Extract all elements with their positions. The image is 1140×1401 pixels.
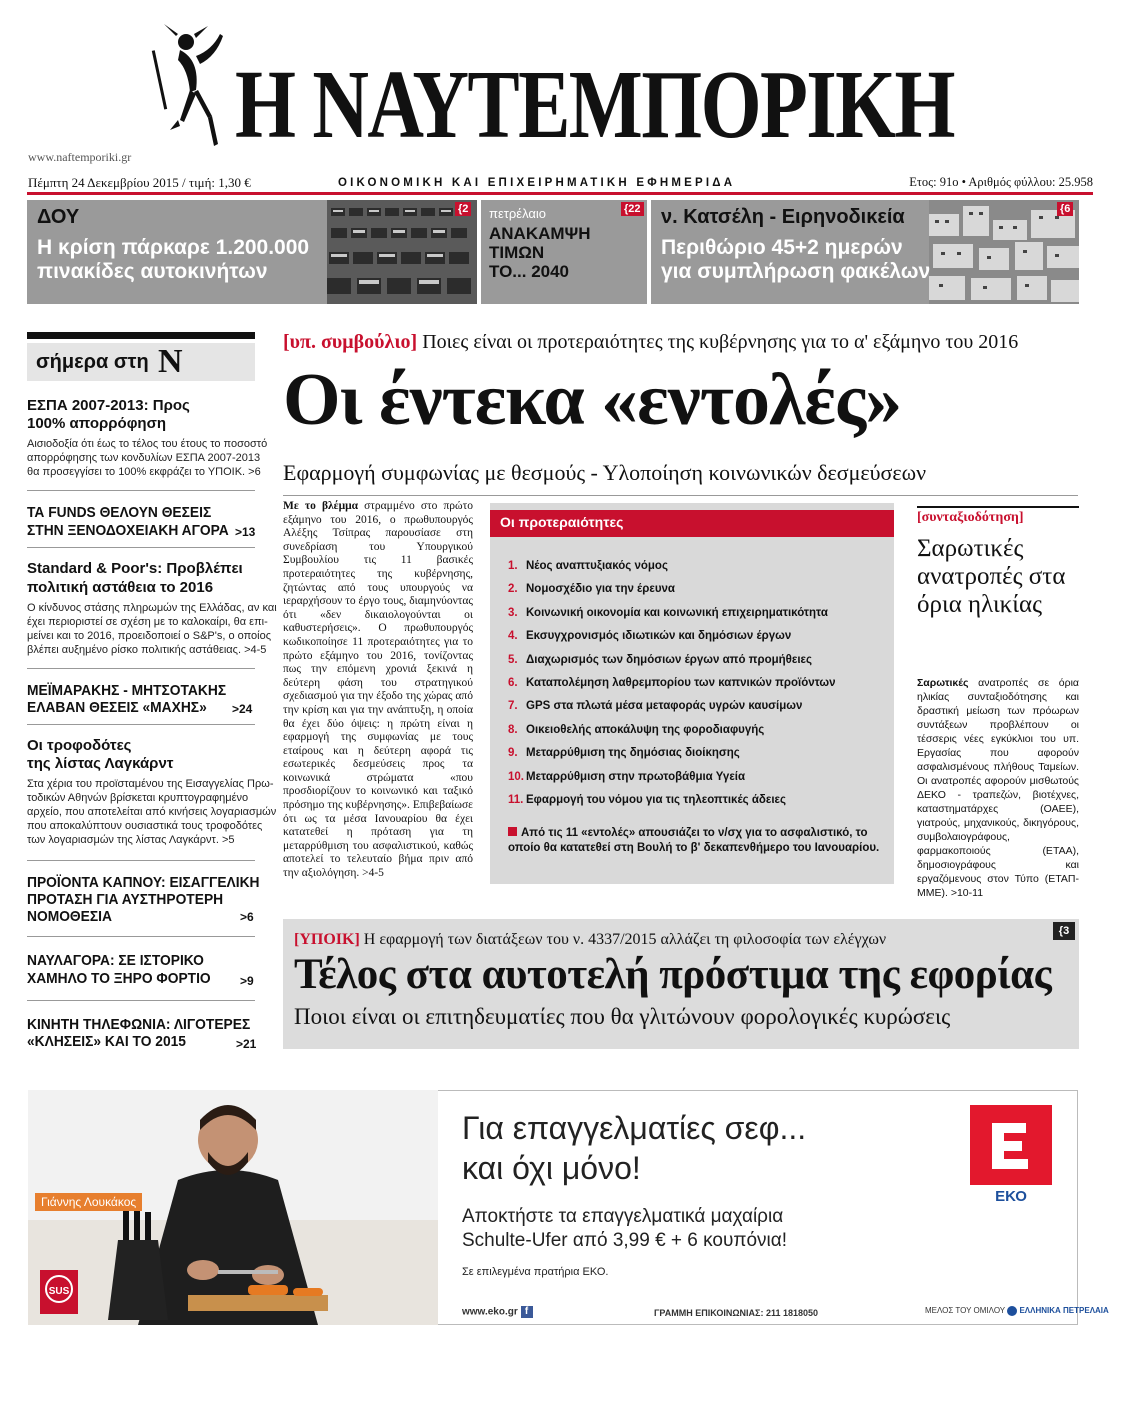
priority-number: 5. <box>508 653 518 666</box>
helpe-logo-icon <box>1007 1306 1017 1316</box>
priority-text: Κοινωνική οικονομία και κοινωνική επιχειρηματικότητα <box>526 606 828 619</box>
teaser-kicker: πετρέλαιο <box>489 206 547 221</box>
teaser-headline-line: ΤΙΜΩΝ <box>489 243 545 262</box>
right-column-body <box>917 676 1079 900</box>
sidebar-item-text: έχει περιοριστεί σε σχέση με το καλοκαίρι, θα επι- <box>27 616 268 628</box>
sidebar-item-text: αρχείο, που αποτελείται από κινήσεις λογαριασμών <box>27 806 277 818</box>
sidebar-divider <box>27 668 255 669</box>
priority-number: 7. <box>508 700 518 713</box>
sidebar-divider <box>27 860 255 861</box>
ad-headline-line: και όχι μόνο! <box>462 1150 641 1186</box>
sidebar-item-text: βλέπει αυξημένο ρίσκο πολιτικής αστάθειας. >4-5 <box>27 644 267 656</box>
sidebar-item-page-ref: >21 <box>236 1037 257 1051</box>
issue-number: Ετος: 91ο • Αριθμός φύλλου: 25.958 <box>909 175 1093 189</box>
sidebar-item-page-ref: >6 <box>240 910 254 924</box>
eko-logo <box>970 1105 1052 1205</box>
priorities-note <box>508 826 888 856</box>
sidebar-item-headline[interactable]: ΚΙΝΗΤΗ ΤΗΛΕΦΩΝΙΑ: ΛΙΓΟΤΕΡΕΣ <box>27 1016 251 1033</box>
sidebar-item-headline[interactable]: ΝΟΜΟΘΕΣΙΑ <box>27 908 112 925</box>
priority-text: Μεταρρύθμιση στην πρωτοβάθμια Υγεία <box>526 770 746 783</box>
tax-kicker-tag: [ΥΠΟΙΚ] <box>294 931 360 948</box>
ad-small-print: Σε επιλεγμένα πρατήρια ΕΚΟ. <box>462 1266 609 1278</box>
dateline: Πέμπτη 24 Δεκεμβρίου 2015 / τιμή: 1,30 € <box>28 175 251 190</box>
main-body-text: στραμμένο στο πρώτο εξάμηνο του 2016, ο πρωθυπουργός Αλέξης Τσίπρας παρουσίασε στη συνεδρίαση του Υπουργικού Συμβουλίου τις 11 βασικές προτεραιότητες της κυβέρνησης, ζητώντας από τους υπουργούς να ιεραρχήσουν το έργο τους, διαμηνύοντας ότι «δεν δικαιολογούνται οι καθυστερήσεις». Ο πρωθυπουργός κωδικοποίησε 11 προτεραιότητες για το πρώτο εξάμηνο του 2016, τονίζοντας πως την επόμενη χρονιά ξεκινά η δεύτερη φάση του στρατηγικού σχεδιασμού για την έξοδο της χώρας από την κρίση και για την ανάπτυξη, η οποία θα έχει δύο όψεις: η πρώτη είναι η εφαρμογή της συμφωνίας με τους εταίρους και η δεύτερη αφορά τις εσωτερικές δεσμεύσεις προς τα κοινωνικά στρώματα «που προσδιορίζουν το κοινωνικό και ταξικό πρόσημο της κυβέρνησης». Επιβεβαίωσε ότι ως τα μέσα Ιανουαρίου θα έχει κατατεθεί η πρόταση για τη μεταρρύθμιση του ασφαλιστικού, καθώς αποτελεί το τελευταίο βήμα πριν από την αξιολόγηση. >4-5 <box>283 500 473 880</box>
teaser-dou[interactable] <box>27 200 477 304</box>
sidebar-item-headline[interactable]: της λίστας Λαγκάρντ <box>27 755 174 772</box>
priority-number: 6. <box>508 676 518 689</box>
masthead-title: Η ΝΑΥΤΕΜΠΟΡΙΚΗ <box>235 51 954 159</box>
right-column-rule <box>917 506 1079 508</box>
sidebar-item-headline[interactable]: ΜΕΪΜΑΡΑΚΗΣ - ΜΗΤΣΟΤΑΚΗΣ <box>27 682 227 699</box>
tax-page-ref: {3 <box>1053 922 1075 940</box>
masthead-subtitle: ΟΙΚΟΝΟΜΙΚΗ ΚΑΙ ΕΠΙΧΕΙΡΗΜΑΤΙΚΗ ΕΦΗΜΕΡΙΔΑ <box>338 177 736 189</box>
teaser-page-ref: {2 <box>455 202 471 216</box>
priority-item <box>508 794 888 817</box>
tax-kicker <box>294 931 886 949</box>
sidebar-item-headline[interactable]: ΠΡΟΪΟΝΤΑ ΚΑΠΝΟΥ: ΕΙΣΑΓΓΕΛΙΚΗ <box>27 874 260 891</box>
main-kicker-text: Ποιες είναι οι προτεραιότητες της κυβέρνησης για το α' εξάμηνο του 2016 <box>417 331 1019 353</box>
teaser-headline-line: ΤΟ... 2040 <box>489 262 570 281</box>
ad-url-text[interactable]: www.eko.gr <box>462 1306 518 1318</box>
main-kicker-tag: [υπ. συμβούλιο] <box>283 331 418 353</box>
sidebar-item-headline[interactable]: ΤΑ FUNDS ΘΕΛΟΥΝ ΘΕΣΕΙΣ <box>27 504 212 521</box>
sidebar-item-text: των λογαριασμών της λίστας Λαγκάρντ. >5 <box>27 834 235 846</box>
priorities-note-text: Από τις 11 «εντολές» απουσιάζει το ν/σχ για το ασφαλιστικό, το οποίο θα κατατεθεί στη Βουλή το β' δεκαπενθήμερο του Ιανουαρίου. <box>508 827 880 854</box>
ad-group-name: ΕΛΛΗΝΙΚΑ ΠΕΤΡΕΛΑΙΑ <box>1019 1306 1109 1316</box>
teaser-headline-line: Περιθώριο 45+2 ημερών <box>661 236 903 259</box>
priority-number: 11. <box>508 793 524 806</box>
priority-number: 10. <box>508 770 524 783</box>
sidebar-divider <box>27 547 255 548</box>
sidebar-divider <box>27 490 255 491</box>
sidebar-divider <box>27 1000 255 1001</box>
priority-number: 4. <box>508 630 518 643</box>
priority-item <box>508 607 888 630</box>
tax-deck: Ποιοι είναι οι επιτηδευματίες που θα γλιτώνουν φορολογικές κυρώσεις <box>294 1004 951 1029</box>
sidebar-item-headline[interactable]: 100% απορρόφηση <box>27 415 167 432</box>
sidebar-item-text: τοδικών Αθηνών βρίσκεται κρυπτογραφημένο <box>27 792 249 804</box>
sidebar-item-headline[interactable]: Standard & Poor's: Προβλέπει <box>27 560 243 577</box>
bullet-square-icon <box>508 827 517 836</box>
priority-item <box>508 654 888 677</box>
schulte-ufer-logo-text: SUS <box>48 1286 70 1297</box>
sidebar-item-headline[interactable]: ΣΤΗΝ ΞΕΝΟΔΟΧΕΙΑΚΗ ΑΓΟΡΑ <box>27 522 229 539</box>
sidebar-item-page-ref: >9 <box>240 974 254 988</box>
site-url[interactable]: www.naftemporiki.gr <box>28 150 132 164</box>
tax-headline[interactable]: Τέλος στα αυτοτελή πρόστιμα της εφορίας <box>294 951 1052 998</box>
sidebar-item-page-ref: >24 <box>232 702 253 716</box>
right-column-body-lead: Σαρωτικές <box>917 677 969 689</box>
priority-text: Εφαρμογή του νόμου για τις τηλεοπτικές άδειες <box>526 793 786 806</box>
sidebar-item-text: που αποκαλύπτουν ουσιαστικά τους τροφοδότες <box>27 820 263 832</box>
sidebar-item-headline[interactable]: ΝΑΥΛΑΓΟΡΑ: ΣΕ ΙΣΤΟΡΙΚΟ <box>27 952 204 969</box>
main-headline[interactable]: Οι έντεκα «εντολές» <box>283 359 902 441</box>
priority-number: 2. <box>508 583 518 596</box>
right-column-headline[interactable]: Σαρωτικές ανατροπές στα όρια ηλικίας <box>917 535 1066 618</box>
sidebar-item-headline[interactable]: ΕΣΠΑ 2007-2013: Προς <box>27 397 190 414</box>
right-column-tag: [συνταξιοδότηση] <box>917 510 1024 525</box>
sidebar-item-text: Αισιοδοξία ότι έως το τέλος του έτους το ποσοστό <box>27 438 268 450</box>
teaser-page-ref: {22 <box>621 202 644 216</box>
facebook-icon[interactable]: f <box>521 1306 533 1318</box>
priority-text: Νέος αναπτυξιακός νόμος <box>526 560 668 572</box>
sidebar-item-text: απορρόφησης των κονδυλίων ΕΣΠΑ 2007-2013 <box>27 452 261 464</box>
teaser-headline-line: πινακίδες αυτοκινήτων <box>37 260 268 283</box>
sidebar-top-rule <box>27 332 255 339</box>
priority-text: Μεταρρύθμιση της δημόσιας διοίκησης <box>526 747 740 760</box>
sidebar-item-headline[interactable]: Οι τροφοδότες <box>27 737 132 754</box>
sidebar-item-headline[interactable]: πολιτική αστάθεια το 2016 <box>27 579 214 596</box>
tax-kicker-text: Η εφαρμογή των διατάξεων του ν. 4337/2015 αλλάζει τη φιλοσοφία των ελέγχων <box>359 931 887 948</box>
priority-item <box>508 677 888 700</box>
ad-member-group <box>925 1306 1109 1316</box>
sidebar-item-text: Στα χέρια του προϊσταμένου της Εισαγγελίας Πρω- <box>27 778 274 790</box>
schulte-ufer-logo <box>40 1270 78 1314</box>
priority-number: 3. <box>508 606 518 619</box>
sidebar-item-text: θα προσεγγίσει το 100% εκφράζει το ΥΠΟΙΚ. >6 <box>27 466 261 478</box>
ad-member-text: ΜΕΛΟΣ ΤΟΥ ΟΜΙΛΟΥ <box>925 1306 1005 1316</box>
priority-item <box>508 747 888 770</box>
priority-text: Νομοσχέδιο για την έρευνα <box>526 583 675 596</box>
priority-text: Καταπολέμηση λαθρεμπορίου των καπνικών προϊόντων <box>526 676 836 689</box>
main-deck: Εφαρμογή συμφωνίας με θεσμούς - Υλοποίηση κοινωνικών δεσμεύσεων <box>283 460 927 485</box>
priority-text: Εκσυγχρονισμός ιδιωτικών και δημόσιων έργων <box>526 630 792 643</box>
priority-item <box>508 560 888 583</box>
priority-number: 1. <box>508 560 518 572</box>
hermes-logo <box>150 20 230 150</box>
main-body-lead: Με το βλέμμα <box>283 500 359 512</box>
teaser-headline-line: ΑΝΑΚΑΜΨΗ <box>489 224 591 243</box>
priorities-list <box>508 560 888 817</box>
ad-subheadline <box>462 1205 787 1253</box>
sidebar-item-text: Ο κίνδυνος στάσης πληρωμών της Ελλάδας, αν και <box>27 602 277 614</box>
teaser-kicker: ν. Κατσέλη - Ειρηνοδικεία <box>661 206 905 228</box>
sidebar-item-page-ref: >13 <box>235 525 256 539</box>
ad-headline-line: Για επαγγελματίες σεφ... <box>462 1110 807 1146</box>
masthead-rule <box>27 192 1093 195</box>
sidebar-item-headline[interactable]: ΧΑΜΗΛΟ ΤΟ ΞΗΡΟ ΦΟΡΤΙΟ <box>27 970 211 987</box>
main-body <box>283 500 473 881</box>
sidebar-item-text: μείνει και το 2016, προειδοποιεί ο S&P's, ο οποίος <box>27 630 272 642</box>
sidebar-tag: σήμερα στη <box>36 351 149 373</box>
priority-item <box>508 583 888 606</box>
main-kicker <box>283 331 1018 354</box>
sidebar-item-headline[interactable]: «ΚΛΗΣΕΙΣ» ΚΑΙ ΤΟ 2015 <box>27 1033 186 1050</box>
sidebar-tag-letter: N <box>158 343 183 380</box>
right-column-body-text: ανατροπές σε όρια ηλικίας συνταξιοδότησης και δραστική μείωση των πρόωρων συντάξεων προβλέπουν οι τέσσερις νέες εγκύκλιοι του υπ. Εργασίας που αφορούν ασφαλισμένους πλήθους Ταμείων. Οι ανατροπές αφορούν μισθωτούς ΔΕΚΟ - τραπεζών, βιοτέχνες, καταστηματάρχες (ΟΑΕΕ), γιατρούς, μηχανικούς, δικηγόρους, συμβολαιογράφους, φαρμακοποιούς (ΕΤΑΑ), δημοσιογράφους και εργαζόμενους στον Τύπο (ΕΤΑΠ-ΜΜΕ). >10-11 <box>917 677 1079 899</box>
ad-url[interactable] <box>462 1306 533 1318</box>
teaser-katseli[interactable] <box>651 200 1079 304</box>
priority-text: Οικειοθελής αποκάλυψη της φοροδιαφυγής <box>526 723 765 736</box>
sidebar-item-headline[interactable]: ΕΛΑΒΑΝ ΘΕΣΕΙΣ «ΜΑΧΗΣ» <box>27 699 207 716</box>
ad-subheadline-line: Αποκτήστε τα επαγγελματικά μαχαίρια <box>462 1206 784 1227</box>
teaser-headline-line: για συμπλήρωση φακέλων <box>661 260 931 283</box>
eko-logo-text: ΕΚΟ <box>995 1188 1027 1205</box>
ad-phone: ΓΡΑΜΜΗ ΕΠΙΚΟΙΝΩΝΙΑΣ: 211 1818050 <box>654 1308 818 1318</box>
teaser-kicker: ΔΟΥ <box>37 206 80 228</box>
sidebar-divider <box>27 724 255 725</box>
ad-chef-name-badge: Γιάννης Λουκάκος <box>35 1193 142 1211</box>
main-deck-rule <box>283 495 1078 496</box>
teaser-page-ref: {6 <box>1057 202 1073 216</box>
priority-item <box>508 724 888 747</box>
priority-number: 9. <box>508 747 518 760</box>
priorities-title: Οι προτεραιότητες <box>500 514 624 530</box>
priority-number: 8. <box>508 723 518 736</box>
priority-item <box>508 700 888 723</box>
teaser-oil[interactable] <box>481 200 647 304</box>
priority-text: Διαχωρισμός των δημόσιων έργων από προμήθειες <box>526 653 812 666</box>
ad-headline <box>462 1108 806 1188</box>
ad-subheadline-line: Schulte-Ufer από 3,99 € + 6 κουπόνια! <box>462 1230 788 1251</box>
priority-text: GPS στα πλωτά μέσα μεταφοράς υγρών καυσίμων <box>526 700 803 713</box>
sidebar-divider <box>27 936 255 937</box>
teaser-headline-line: Η κρίση πάρκαρε 1.200.000 <box>37 236 310 259</box>
sidebar-item-headline[interactable]: ΠΡΟΤΑΣΗ ΓΙΑ ΑΥΣΤΗΡΟΤΕΡΗ <box>27 891 224 908</box>
priority-item <box>508 771 888 794</box>
priority-item <box>508 630 888 653</box>
